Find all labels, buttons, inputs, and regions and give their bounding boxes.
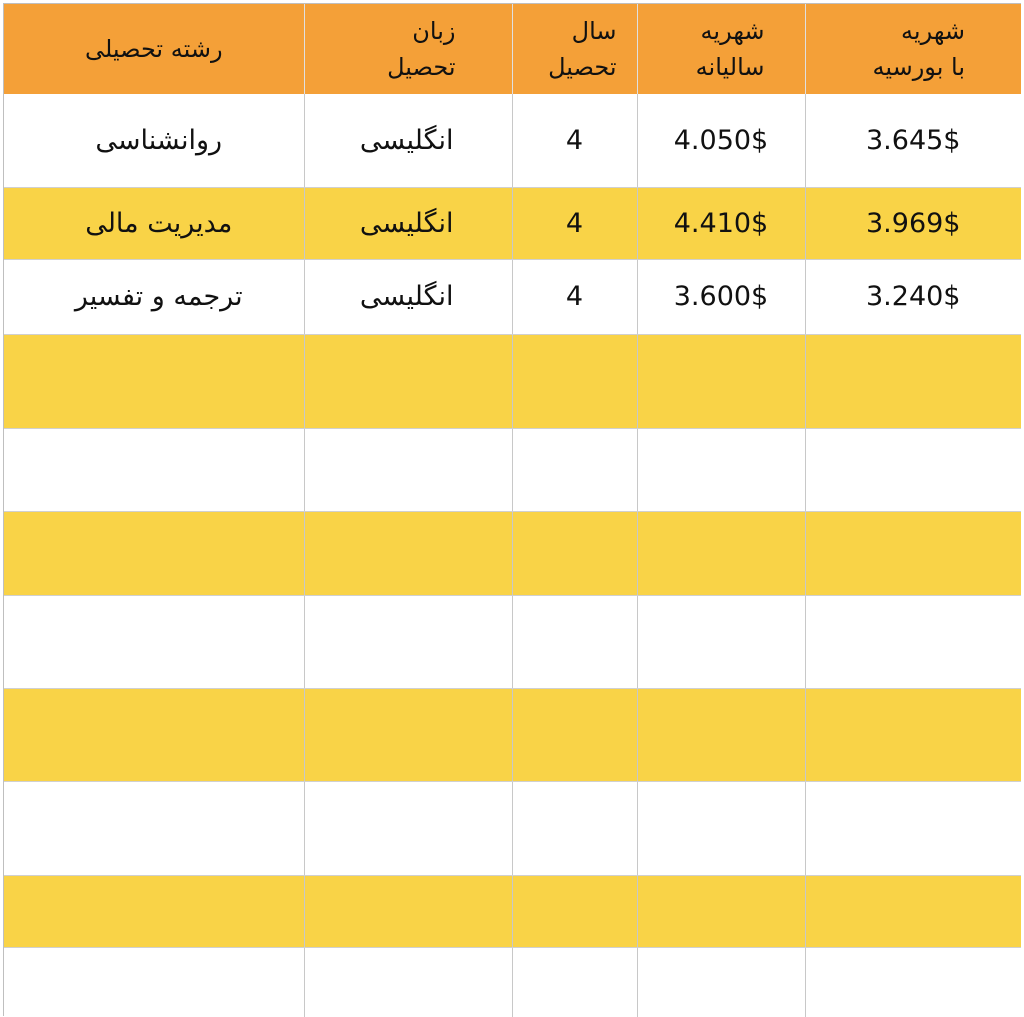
cell-language: انگلیسی [304, 94, 512, 187]
empty-row [4, 947, 1021, 1017]
empty-cell [4, 781, 304, 875]
empty-row [4, 511, 1021, 595]
table-body [4, 94, 1021, 1017]
header-annual-fee-label: شهریه سالیانه [695, 17, 765, 81]
header-years [512, 4, 637, 94]
header-language-label: زبان تحصیل [387, 17, 456, 81]
empty-cell [512, 511, 637, 595]
table-row [4, 187, 1021, 259]
empty-cell [512, 947, 637, 1017]
header-scholarship-fee-label: شهریه با بورسیه [872, 17, 965, 81]
empty-cell [4, 511, 304, 595]
header-major-label: رشته تحصیلی [84, 35, 223, 63]
empty-cell [4, 334, 304, 428]
empty-cell [805, 781, 1021, 875]
cell-scholarship-fee: 3.240$ [805, 259, 1021, 334]
empty-row [4, 595, 1021, 688]
table-header [4, 4, 1021, 94]
empty-row [4, 688, 1021, 781]
empty-cell [637, 947, 805, 1017]
cell-language: انگلیسی [304, 259, 512, 334]
empty-cell [637, 595, 805, 688]
header-language [304, 4, 512, 94]
table-row [4, 259, 1021, 334]
empty-cell [512, 688, 637, 781]
table-row [4, 94, 1021, 187]
empty-cell [304, 511, 512, 595]
empty-cell [4, 947, 304, 1017]
empty-cell [805, 511, 1021, 595]
empty-cell [4, 428, 304, 511]
empty-cell [304, 428, 512, 511]
empty-cell [512, 595, 637, 688]
cell-major: مدیریت مالی [4, 187, 304, 259]
tuition-table-container [3, 3, 1021, 1016]
cell-annual-fee: 4.410$ [637, 187, 805, 259]
empty-row [4, 781, 1021, 875]
empty-cell [805, 875, 1021, 947]
header-years-label: سال تحصیل [548, 17, 617, 81]
empty-cell [637, 334, 805, 428]
cell-annual-fee: 4.050$ [637, 94, 805, 187]
empty-cell [304, 334, 512, 428]
cell-years: 4 [512, 187, 637, 259]
empty-cell [4, 595, 304, 688]
empty-cell [512, 875, 637, 947]
empty-cell [512, 334, 637, 428]
empty-cell [637, 428, 805, 511]
empty-cell [4, 688, 304, 781]
empty-cell [805, 688, 1021, 781]
empty-cell [512, 428, 637, 511]
empty-cell [805, 334, 1021, 428]
cell-scholarship-fee: 3.645$ [805, 94, 1021, 187]
empty-row [4, 875, 1021, 947]
empty-cell [304, 688, 512, 781]
empty-cell [304, 595, 512, 688]
empty-cell [805, 428, 1021, 511]
cell-major: روانشناسی [4, 94, 304, 187]
empty-cell [512, 781, 637, 875]
cell-major: ترجمه و تفسیر [4, 259, 304, 334]
header-row [4, 4, 1021, 94]
empty-cell [4, 875, 304, 947]
empty-row [4, 428, 1021, 511]
empty-cell [637, 688, 805, 781]
header-scholarship-fee [805, 4, 1021, 94]
tuition-table [4, 4, 1021, 1017]
cell-annual-fee: 3.600$ [637, 259, 805, 334]
cell-scholarship-fee: 3.969$ [805, 187, 1021, 259]
cell-years: 4 [512, 94, 637, 187]
empty-cell [805, 947, 1021, 1017]
header-major [4, 4, 304, 94]
cell-language: انگلیسی [304, 187, 512, 259]
cell-years: 4 [512, 259, 637, 334]
empty-cell [304, 781, 512, 875]
empty-cell [637, 511, 805, 595]
empty-cell [805, 595, 1021, 688]
empty-cell [304, 875, 512, 947]
empty-row [4, 334, 1021, 428]
empty-cell [304, 947, 512, 1017]
header-annual-fee [637, 4, 805, 94]
empty-cell [637, 781, 805, 875]
empty-cell [637, 875, 805, 947]
